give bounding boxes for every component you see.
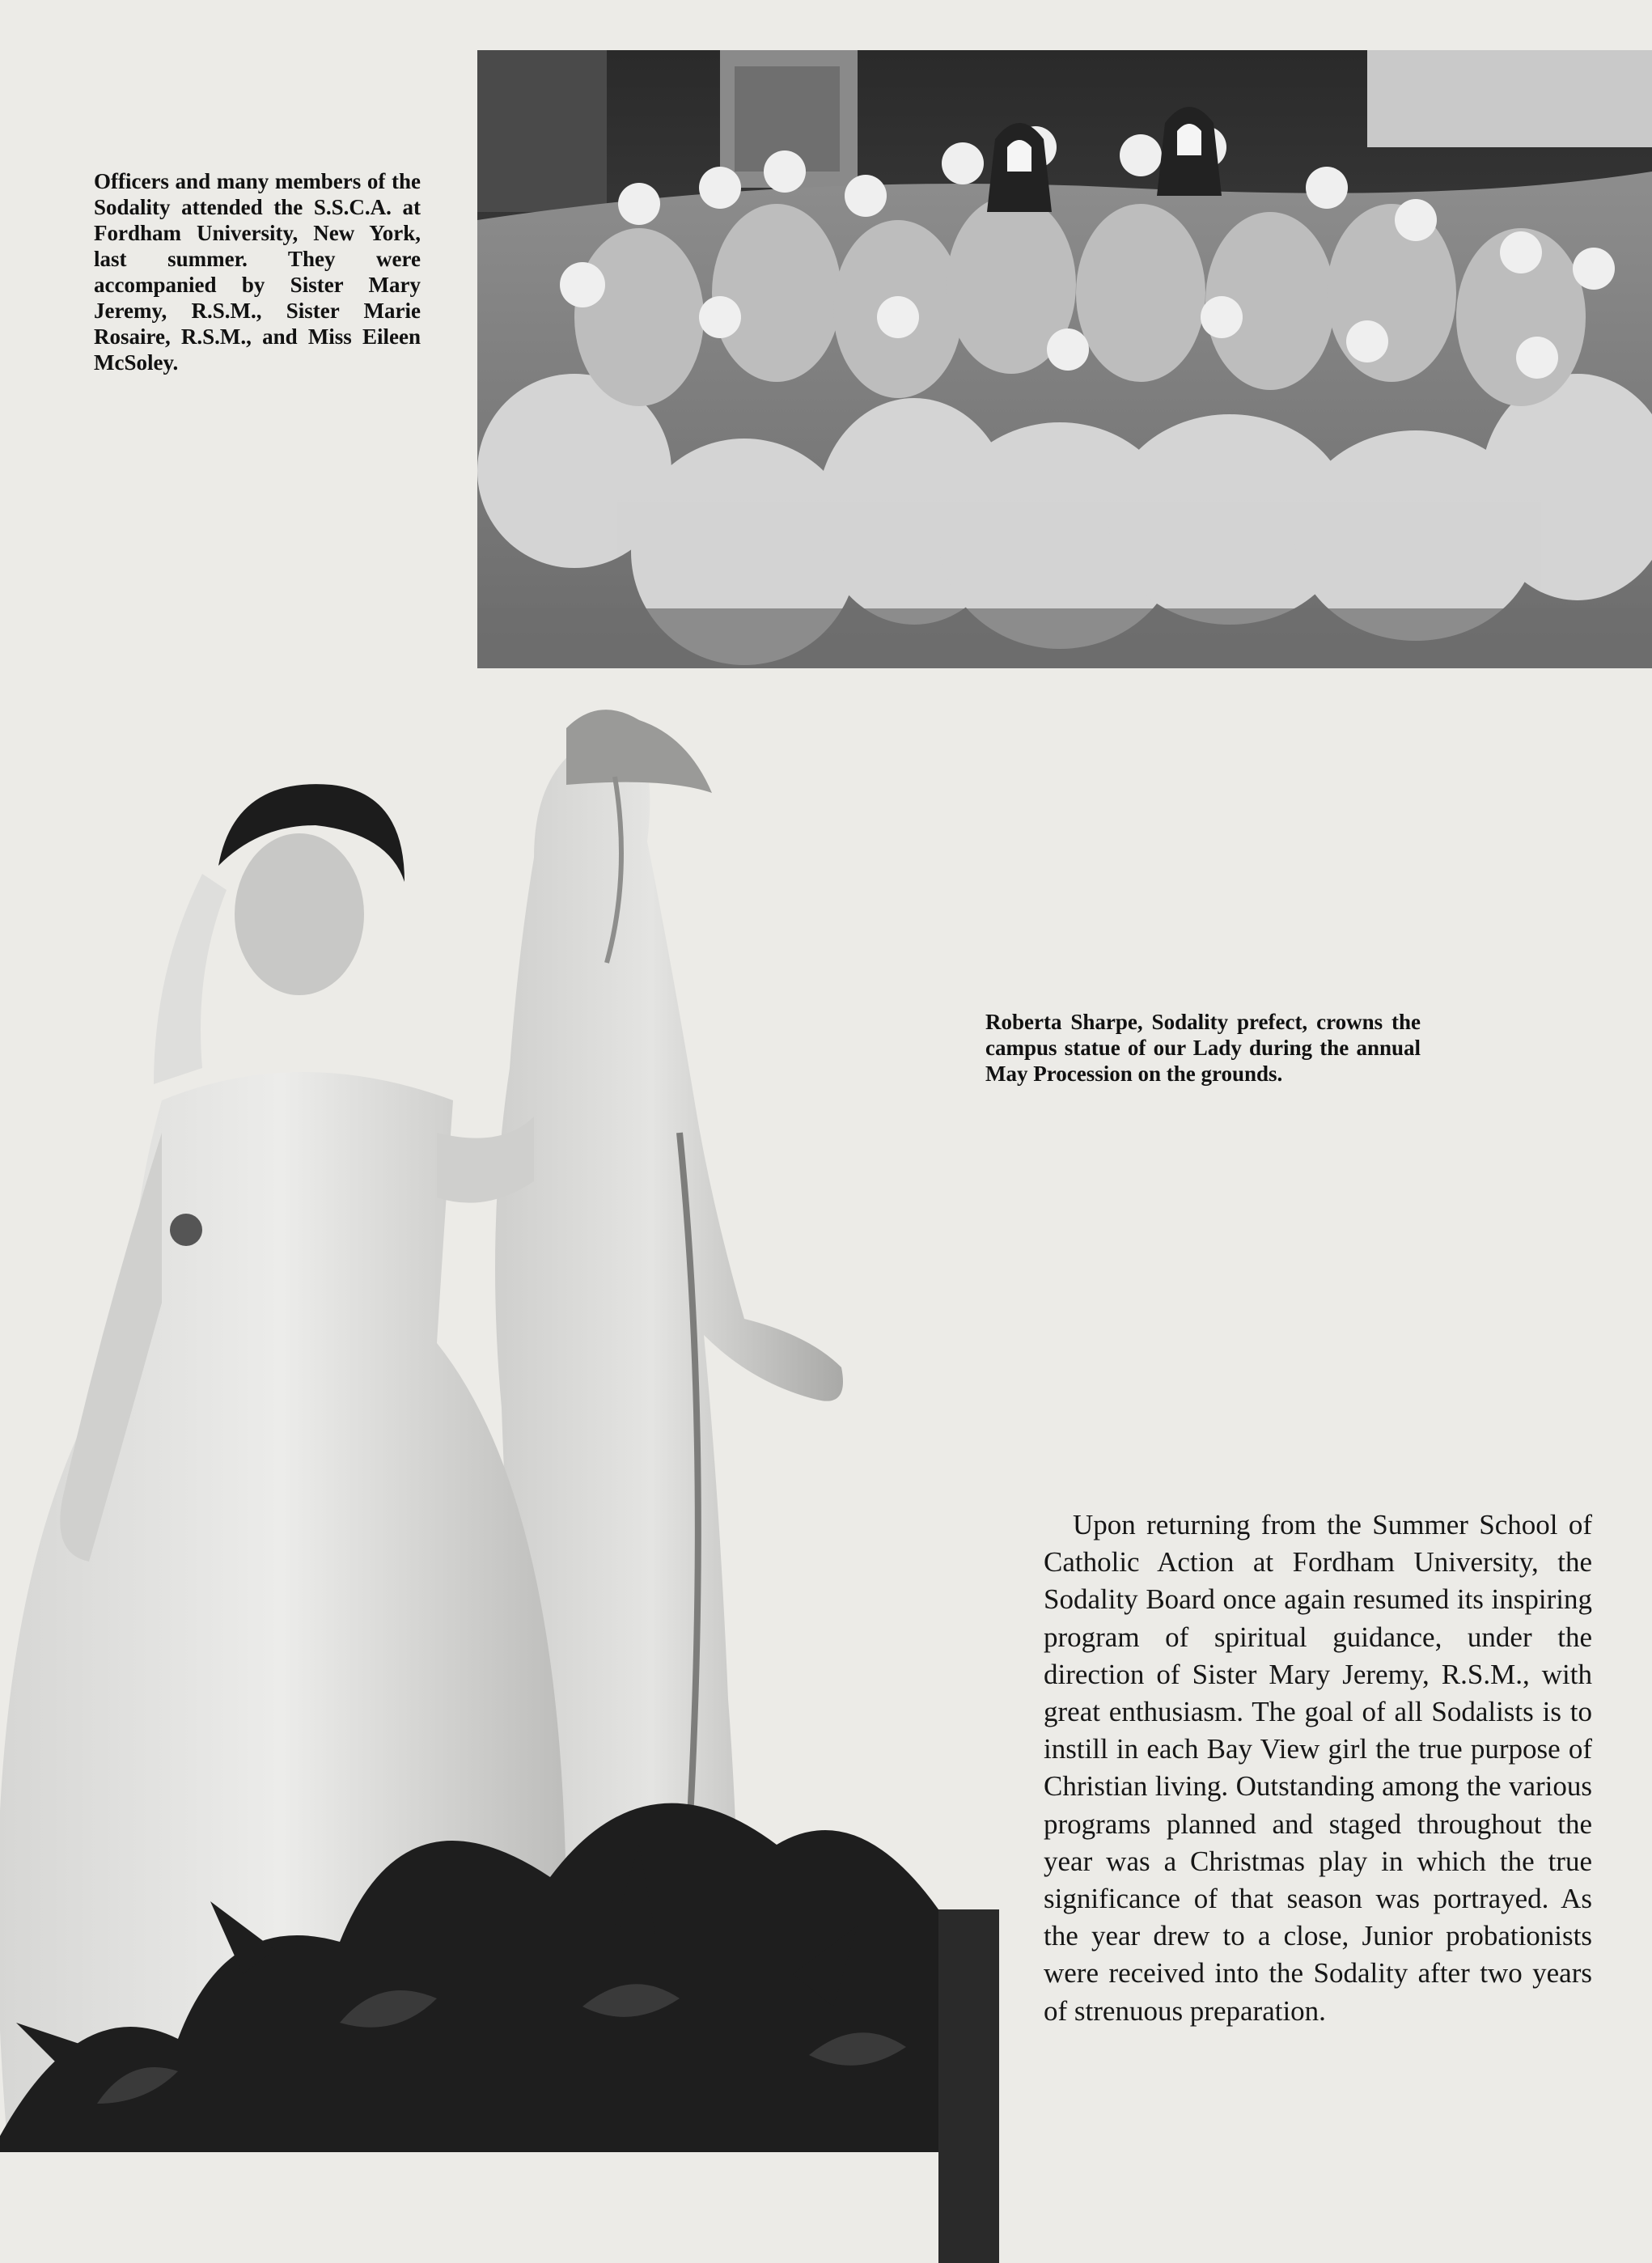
veil	[154, 874, 227, 1084]
sodality-group-photo	[477, 50, 1652, 668]
group-photo-caption: Officers and many members of the Sodality attended the S.S.C.A. at Fordham University, New York, last summer. They were accompanied by Sister Mary Jeremy, R.S.M., Sister Marie Rosaire, R.S.M., and Miss Eileen McSoley.	[94, 169, 421, 375]
girl-face	[235, 833, 364, 995]
statue-photo-caption: Roberta Sharpe, Sodality prefect, crowns the campus statue of our Lady during the annual May Procession on the grounds.	[985, 1010, 1421, 1086]
flower-crown	[566, 710, 712, 793]
statue-crowning-photo	[0, 680, 999, 2263]
sodality-article-paragraph: Upon returning from the Summer School of Catholic Action at Fordham University, the Sodality Board once again resumed its inspiring program of spiritual guidance, under the direction of Sister Mary Jeremy, R.S.M., with great enthusiasm. The goal of all Sodalists is to instill in each Bay View girl the true purpose of Christian living. Outstanding among the various programs planned and staged throughout the year was a Christmas play in which the true significance of that season was portrayed. As the year drew to a close, Junior probationists were received into the Sodality after two years of strenuous preparation.	[1044, 1509, 1592, 2027]
corsage	[170, 1214, 202, 1246]
statue-photo-illustration	[0, 680, 999, 2263]
group-photo-illustration	[477, 50, 1652, 668]
